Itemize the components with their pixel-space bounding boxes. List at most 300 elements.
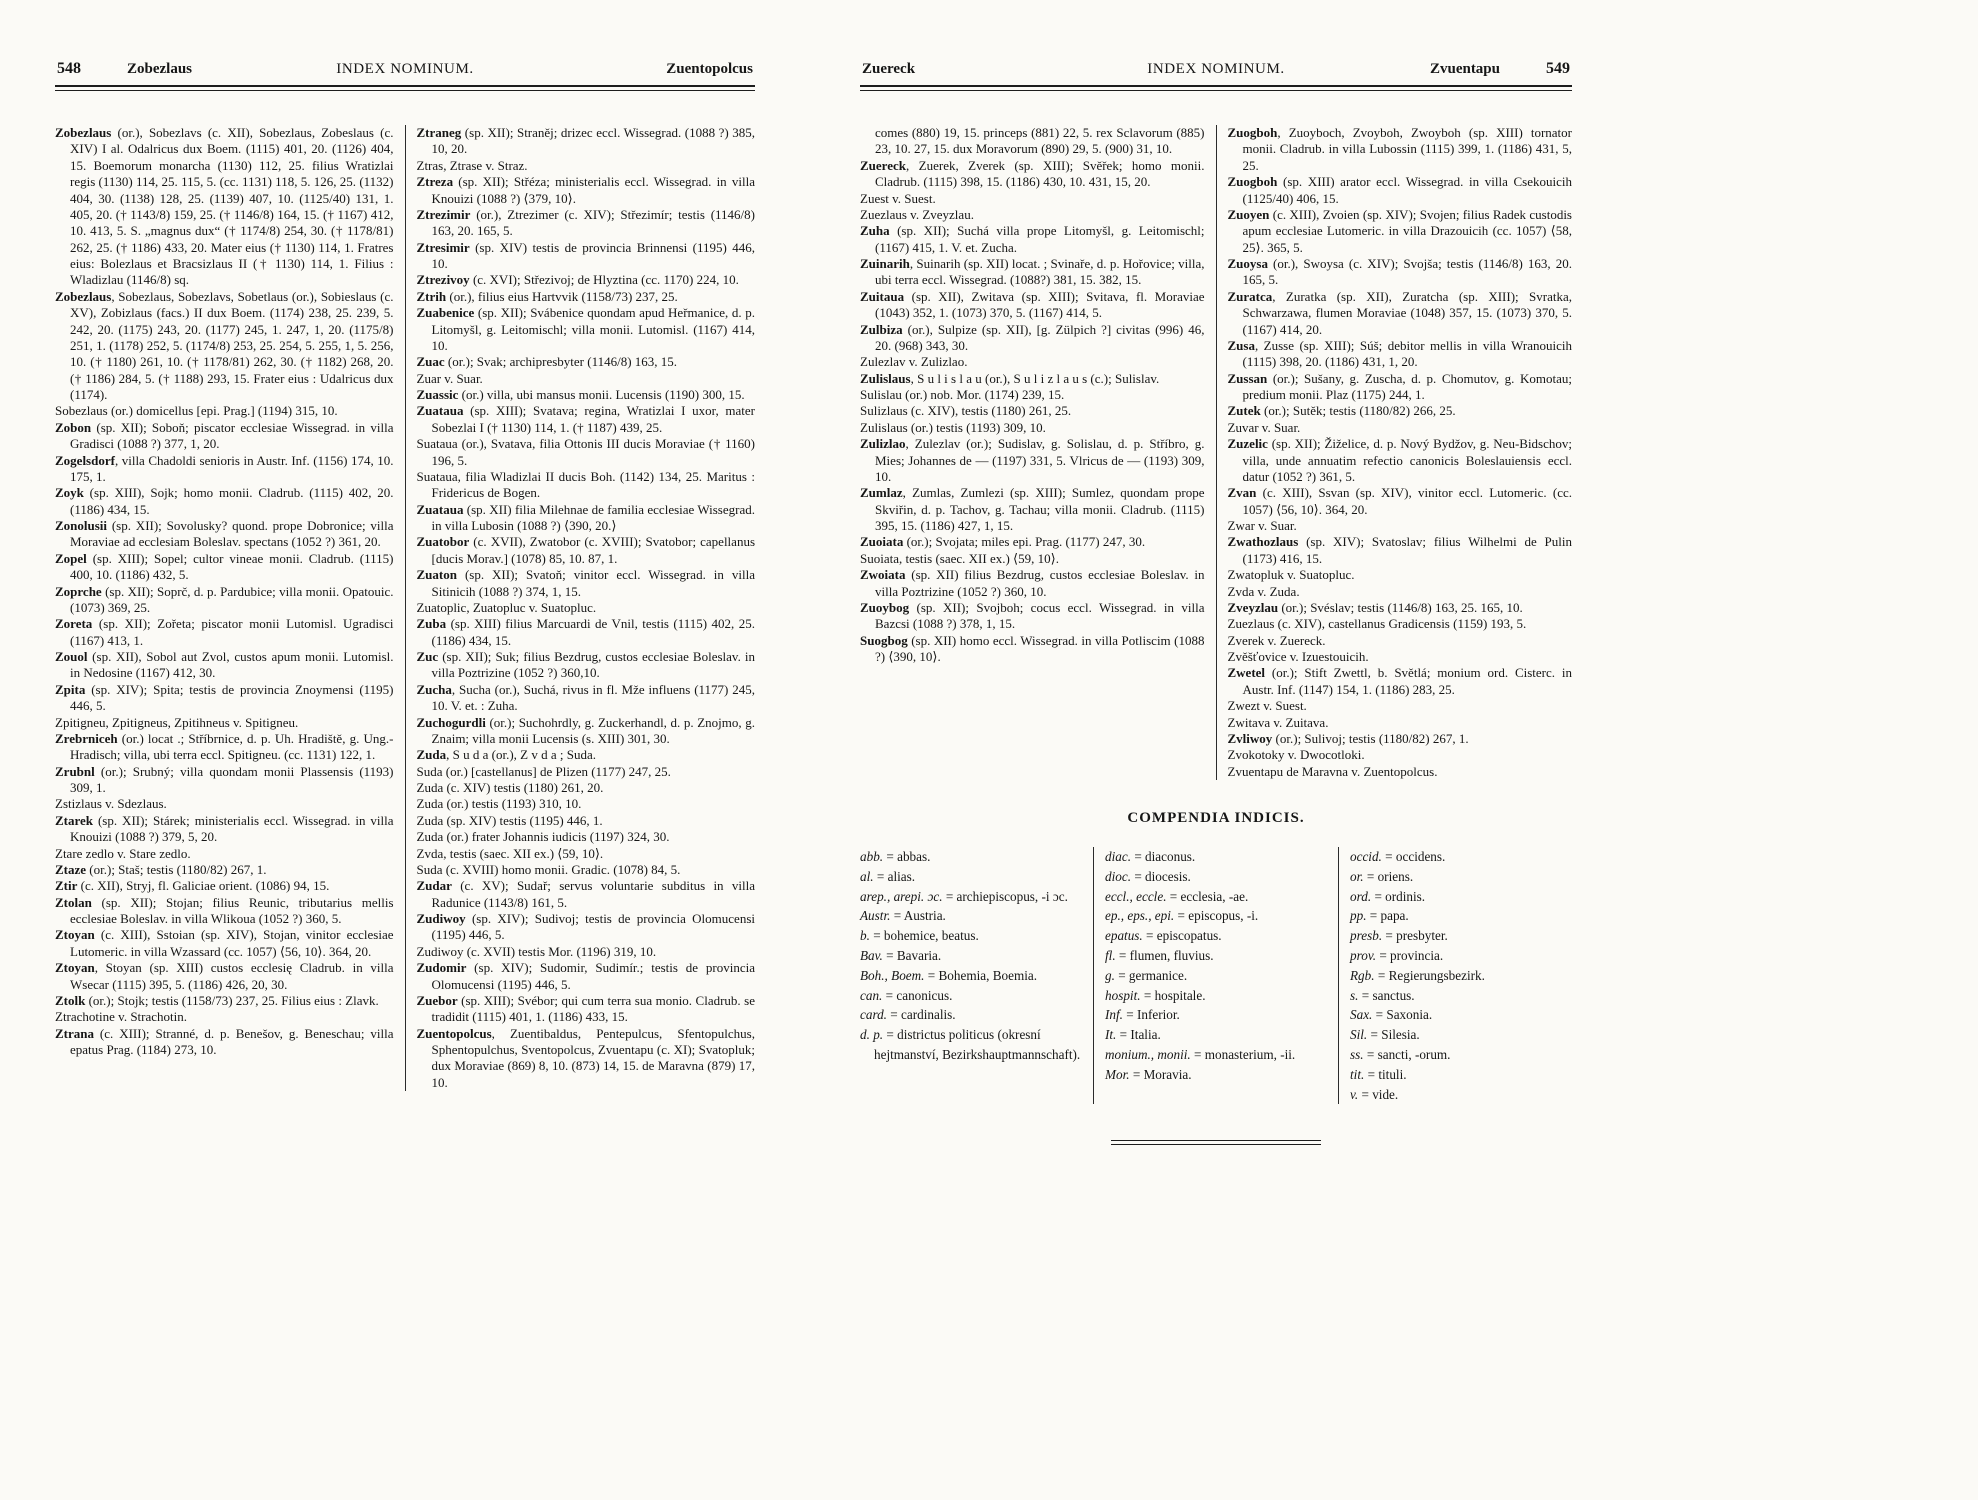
- entry-text: (sp. XIII) filius Marcuardi de Vnil, testis (1115) 402, 25. (1186) 434, 15.: [431, 616, 755, 648]
- entry-headword: Zvliwoy: [1227, 730, 1273, 746]
- entry-text: (c. XVI); Střezivoj; de Hlyztina (cc. 1170) 224, 10.: [469, 272, 739, 288]
- entry-headword: Zvan: [1227, 485, 1257, 501]
- index-entry: [417, 829, 756, 845]
- abbreviation-expansion: = episcopus, -i.: [1177, 908, 1259, 924]
- index-entry: [1228, 256, 1573, 289]
- abbreviation-expansion: = Inferior.: [1126, 1007, 1180, 1023]
- index-entry: [417, 764, 756, 780]
- entry-text: (or.); Sutěk; testis (1180/82) 266, 25.: [1260, 403, 1456, 419]
- entry-text: (or.), Sobezlavs (c. XII), Sobezlaus, Zobeslaus (c. XIV) I al. Odalricus dux Boem. (1115) 401, 20. (1126) 404, 15. Boemorum monarcha (1130) 112, 25. filius Wratizlai regis (1130) 114, 25. 115, 5. (cc. 1131) 118, 5. 126, 25. (1132) 404, 30. (1138) 128, 25. (1139) 407, 10. (1125/40) 131, 1. 405, 20. († 1143/8) 159, 25. († 1146/8) 164, 15. († 1167) 412, 10. 413, 5. S. „magnus dux“ († 1174/8) 254, 30. († 1178/81) 262, 25. († 1186) 433, 20. Mater eius († 1130) 114, 1. Fratres eius: Bolezlaus et Bracsizlaus II († 1130) 114, 1. Filius : Wladizlau (1146/8) sq.: [70, 125, 394, 288]
- abbreviation-expansion: = occidens.: [1385, 849, 1446, 864]
- abbreviation-term: card.: [860, 1007, 887, 1023]
- running-title: INDEX NOMINUM.: [1147, 61, 1285, 77]
- entry-text: (c. XIII), Ssvan (sp. XIV), vinitor eccl. Lutomeric. (cc. 1057) ⟨56, 10⟩. 364, 20.: [1242, 485, 1572, 517]
- entry-headword: Zulislaus: [860, 370, 911, 386]
- abbreviation-item: [1350, 847, 1572, 867]
- entry-text: Ztrachotine v. Strachotin.: [55, 1009, 188, 1025]
- entry-text: (sp. XII) homo eccl. Wissegrad. in villa Potliscim (1088 ?) ⟨390, 10⟩.: [875, 632, 1205, 664]
- index-entry: [1228, 616, 1573, 632]
- abbreviation-expansion: = vide.: [1361, 1086, 1399, 1102]
- header-right-zone: [1334, 60, 1570, 78]
- entry-text: (sp. XIII), Sojk; homo monii. Cladrub. (1115) 402, 20. (1186) 434, 15.: [70, 485, 394, 517]
- entry-text: , Zulezlav (or.); Sudislav, g. Solislau, d. p. Stříbro, g. Mies; Johannes de — (1197) 331, 5. Vlricus de — (1193) 309, 10.: [875, 436, 1205, 484]
- index-entry: [860, 387, 1205, 403]
- index-entry: [417, 158, 756, 174]
- entry-text: (or.); Svojata; miles epi. Prag. (1177) 247, 30.: [903, 534, 1146, 550]
- abbreviation-expansion: = archiepiscopus, -i ɔc.: [945, 888, 1068, 904]
- index-entry: [55, 764, 394, 797]
- abbreviation-item: [1350, 926, 1572, 946]
- page-549: [860, 60, 1572, 1145]
- index-entry: [55, 453, 394, 486]
- index-entry: [860, 600, 1205, 633]
- abbreviation-term: ep., eps., epi.: [1105, 908, 1175, 924]
- entry-headword: Ztrih: [416, 288, 447, 304]
- abbreviation-item: [1105, 847, 1327, 867]
- abbreviation-term: It.: [1105, 1027, 1117, 1043]
- abbreviation-item: [1350, 1085, 1572, 1105]
- entry-headword: Zouol: [55, 649, 88, 664]
- entry-text: , Sucha (or.), Suchá, rivus in fl. Mže influens (1177) 245, 10. V. et. : Zuha.: [431, 681, 755, 714]
- entry-headword: Zoreta: [55, 616, 93, 632]
- abbreviation-expansion: = diocesis.: [1134, 868, 1191, 884]
- entry-headword: Zuassic: [416, 387, 459, 402]
- entry-text: (sp. XII); Suchá villa prope Litomyšl, g. Leitomischl; (1167) 415, 1. V. et. Zucha.: [875, 223, 1205, 255]
- entry-headword: Ztarek: [55, 812, 94, 828]
- entry-headword: Zobezlaus: [55, 125, 112, 140]
- column-divider: [1338, 847, 1339, 1104]
- abbreviation-expansion: = abbas.: [886, 849, 931, 864]
- entry-text: Zpitigneu, Zpitigneus, Zpitihneus v. Spitigneu.: [55, 714, 299, 730]
- index-entry: [55, 403, 394, 419]
- page-header-right: [860, 60, 1572, 85]
- entry-text: (sp. XIV); Sudomir, Sudimír.; testis de provincia Olomucensi (1195) 446, 5.: [431, 960, 755, 992]
- abbreviation-expansion: = districtus politicus (okresní hejtmanství, Bezirkshauptmannschaft).: [874, 1027, 1081, 1062]
- index-entry: [860, 289, 1205, 322]
- entry-headword: Zuchogurdli: [416, 714, 486, 730]
- abbreviation-expansion: = Regierungsbezirk.: [1377, 967, 1485, 983]
- abbreviation-item: [860, 887, 1082, 907]
- header-rule: [860, 85, 1572, 91]
- entry-text: Zuda (or.) frater Johannis iudicis (1197) 324, 30.: [416, 829, 670, 845]
- index-entry: [1228, 633, 1573, 649]
- entry-text: (c. XII), Stryj, fl. Galiciae orient. (1086) 94, 15.: [77, 878, 330, 894]
- index-entry: [417, 616, 756, 649]
- entry-text: , Stoyan (sp. XIII) custos ecclesię Cladrub. in villa Wsecar (1115) 395, 5. (1186) 426, 20, 30.: [70, 960, 394, 992]
- page-header-left: [55, 60, 755, 85]
- entry-headword: Ztolk: [55, 992, 86, 1008]
- entry-text: (sp. XII); Svatoň; vinitor eccl. Wissegrad. in villa Sitinicih (1088 ?) 374, 1, 15.: [431, 567, 755, 599]
- abbreviation-term: arep., arepi. ɔc.: [860, 888, 943, 904]
- index-entry: [1228, 125, 1573, 174]
- abbreviation-term: pp.: [1350, 908, 1367, 924]
- index-entry: [1228, 731, 1573, 747]
- column-divider: [1216, 125, 1217, 780]
- entry-text: (sp. XII); Zořeta; piscator monii Lutomisl. Ugradisci (1167) 413, 1.: [70, 616, 394, 648]
- abbreviation-item: [1350, 906, 1572, 926]
- abbreviation-term: Inf.: [1105, 1007, 1123, 1023]
- index-entry: [417, 862, 756, 878]
- abbreviation-term: occid.: [1350, 849, 1382, 864]
- page-number: 548: [57, 60, 81, 77]
- index-entry: [417, 649, 756, 682]
- entry-text: (sp. XII) filius Bezdrug, custos ecclesiae Boleslav. in villa Poztrizine (1052 ?) 360, 10.: [875, 567, 1205, 599]
- abbreviation-expansion: = bohemice, beatus.: [873, 928, 979, 944]
- abbreviation-term: or.: [1350, 868, 1364, 884]
- abbreviation-term: Mor.: [1105, 1066, 1130, 1082]
- entry-headword: Zuac: [416, 354, 445, 370]
- entry-text: Zuda (sp. XIV) testis (1195) 446, 1.: [416, 812, 603, 828]
- abbreviation-item: [1350, 1065, 1572, 1085]
- entry-text: , Zumlas, Zumlezi (sp. XIII); Sumlez, quondam prope Skviřin, d. p. Tachov, g. Tachau; villa monii. Cladrub. (1115) 395, 15. (1186) 427, 1, 15.: [875, 485, 1205, 533]
- entry-text: , S u l i s l a u (or.), S u l i z l a u s (c.); Sulislav.: [910, 370, 1160, 386]
- index-entry: [417, 272, 756, 288]
- entry-headword: Zudiwoy: [416, 911, 466, 926]
- abbreviation-expansion: = flumen, fluvius.: [1118, 947, 1214, 963]
- index-entry: [55, 895, 394, 928]
- index-entry: [417, 240, 756, 273]
- entry-text: (or.); Svak; archipresbyter (1146/8) 163, 15.: [444, 354, 678, 370]
- index-entry: [1228, 715, 1573, 731]
- entry-text: Sobezlaus (or.) domicellus [epi. Prag.] (1194) 315, 10.: [55, 403, 338, 419]
- entry-text: Zuatoplic, Zuatopluc v. Suatopluc.: [416, 599, 597, 615]
- entry-text: (sp. XII), Sobol aut Zvol, custos apum monii. Lutomisl. in Nedosine (1167) 412, 30.: [70, 649, 394, 681]
- index-entry: [55, 1009, 394, 1025]
- abbreviation-item: [1350, 1005, 1572, 1025]
- entry-text: (sp. XII); Svábenice quondam apud Heřmanice, d. p. Litomyšl, g. Leitomischl; villa monii. Lutomisl. (1167) 414, 10.: [431, 305, 755, 353]
- entry-text: Ztras, Ztrase v. Straz.: [416, 157, 528, 173]
- entry-text: (or.); Sulivoj; testis (1180/82) 267, 1.: [1272, 730, 1469, 746]
- abbreviation-term: g.: [1105, 967, 1115, 983]
- entry-text: (sp. XII), Zwitava (sp. XIII); Svitava, fl. Moraviae (1043) 352, 1. (1073) 370, 5. (1167) 414, 5.: [875, 288, 1205, 321]
- abbreviation-expansion: = Moravia.: [1132, 1066, 1192, 1082]
- entry-text: (or.); Stojk; testis (1158/73) 237, 25. Filius eius : Zlavk.: [85, 992, 379, 1008]
- abbreviation-expansion: = monasterium, -ii.: [1194, 1046, 1296, 1062]
- entry-text: (sp. XII); Stárek; ministerialis eccl. Wissegrad. in villa Knouizi (1088 ?) 379, 5, 20.: [70, 812, 394, 845]
- index-entry: [55, 715, 394, 731]
- abbreviation-term: monium., monii.: [1105, 1046, 1191, 1062]
- entry-text: (sp. XII); Svojboh; cocus eccl. Wissegrad. in villa Bazcsi (1088 ?) 378, 1, 15.: [875, 599, 1205, 632]
- abbreviation-term: b.: [860, 928, 870, 944]
- index-entry: [55, 862, 394, 878]
- index-entry: [417, 403, 756, 436]
- entry-headword: Zuoiata: [860, 534, 904, 550]
- abbreviation-item: [860, 847, 1082, 867]
- abbreviation-expansion: = provincia.: [1379, 947, 1444, 963]
- header-center-zone: [1098, 61, 1334, 78]
- entry-headword: Zuereck: [860, 157, 906, 173]
- abbreviation-term: Rgb.: [1350, 967, 1375, 983]
- index-entry: [860, 223, 1205, 256]
- abbreviation-term: d. p.: [860, 1027, 884, 1043]
- abbreviation-term: Sil.: [1350, 1027, 1368, 1043]
- abbreviation-item: [1105, 887, 1327, 907]
- index-entry: [860, 485, 1205, 534]
- entry-headword: Zwathozlaus: [1227, 534, 1299, 550]
- index-entry: [55, 518, 394, 551]
- entry-text: (or.), filius eius Hartvvik (1158/73) 237, 25.: [446, 288, 678, 304]
- header-right-zone: [521, 61, 753, 78]
- index-entry: [55, 878, 394, 894]
- abbreviation-term: al.: [860, 868, 874, 884]
- abbreviation-item: [1350, 946, 1572, 966]
- entry-text: Ztare zedlo v. Stare zedlo.: [55, 845, 191, 861]
- entry-text: (sp. XII); Soboň; piscator ecclesiae Wissegrad. in villa Gradisci (1088 ?) 377, 1, 20.: [70, 419, 394, 452]
- compendia-title: COMPENDIA INDICIS.: [1127, 810, 1305, 826]
- header-rule: [55, 85, 755, 91]
- index-entry: [1228, 567, 1573, 583]
- entry-text: comes (880) 19, 15. princeps (881) 22, 5. rex Sclavorum (885) 23, 10. 27, 15. dux Moravorum (890) 29, 5. (900) 31, 10.: [875, 125, 1205, 157]
- entry-text: (sp. XIV); Spita; testis de provincia Znoymensi (1195) 446, 5.: [70, 681, 394, 714]
- index-entry: [417, 944, 756, 960]
- abbreviation-term: Sax.: [1350, 1007, 1373, 1023]
- entry-text: (or.); Sušany, g. Zuscha, d. p. Chomutov, g. Komotau; predium monii. Plaz (1175) 244, 1.: [1242, 370, 1572, 402]
- index-entry: [417, 469, 756, 502]
- entry-text: (sp. XII); Střéza; ministerialis eccl. Wissegrad. in villa Knouizi (1088 ?) ⟨379, 10⟩.: [431, 174, 755, 206]
- entry-headword: Zopel: [55, 550, 87, 566]
- abbreviation-item: [1105, 966, 1327, 986]
- entry-text: (c. XIII), Sstoian (sp. XIV), Stojan, vinitor ecclesiae Lutomeric. in villa Wzassard (cc. 1057) ⟨56, 10⟩. 364, 20.: [70, 927, 394, 959]
- compendia-column: [1105, 847, 1327, 1104]
- abbreviation-term: can.: [860, 987, 883, 1003]
- entry-headword: Zuatobor: [416, 534, 470, 550]
- entry-headword: Zuentopolcus: [416, 1025, 492, 1041]
- entry-headword: Ztrana: [55, 1025, 94, 1041]
- entry-text: (sp. XII); Suk; filius Bezdrug, custos ecclesiae Boleslav. in villa Poztrizine (1052 ?) 360,10.: [431, 649, 755, 681]
- entry-headword: Suogbog: [860, 632, 908, 648]
- entry-text: , Zusse (sp. XIII); Súš; debitor mellis in villa Wranouicih (1115) 398, 20. (1186) 431, 1, 20.: [1242, 337, 1572, 370]
- entry-headword: Zobon: [55, 419, 92, 435]
- index-entry: [1228, 485, 1573, 518]
- entry-headword: Zpita: [55, 681, 86, 697]
- text-columns: [860, 125, 1572, 780]
- abbreviation-expansion: = Austria.: [893, 908, 946, 924]
- index-entry: [1228, 649, 1573, 665]
- index-entry: [55, 551, 394, 584]
- index-column: [417, 125, 756, 1091]
- compendia-column: [860, 847, 1082, 1104]
- index-entry: [1228, 289, 1573, 338]
- index-entry: [417, 813, 756, 829]
- index-entry: [417, 371, 756, 387]
- abbreviation-expansion: = diaconus.: [1134, 849, 1196, 864]
- index-entry: [1228, 534, 1573, 567]
- entry-text: , villa Chadoldi senioris in Austr. Inf. (1156) 174, 10. 175, 1.: [70, 452, 394, 484]
- index-entry: [55, 584, 394, 617]
- entry-text: (or.); Suchohrdly, g. Zuckerhandl, d. p. Znojmo, g. Znaim; villa monii Lucensis (s. XIII) 301, 30.: [431, 714, 755, 746]
- entry-headword: Zoprche: [55, 583, 102, 599]
- entry-text: Suda (c. XVIII) homo monii. Gradic. (1078) 84, 5.: [416, 861, 681, 877]
- entry-headword: Zobezlaus: [55, 288, 112, 304]
- entry-text: Suataua (or.), Svatava, filia Ottonis III ducis Moraviae († 1160) 196, 5.: [416, 436, 755, 468]
- index-entry: [1228, 403, 1573, 419]
- index-entry: [1228, 600, 1573, 616]
- header-center-zone: [289, 61, 521, 78]
- entry-text: Suataua, filia Wladizlai II ducis Boh. (1142) 134, 25. Maritus : Fridericus de Bogen.: [416, 468, 755, 501]
- entry-text: (or.); Stift Zwettl, b. Světlá; monium ord. Cisterc. in Austr. Inf. (1147) 154, 1. (1186) 283, 25.: [1242, 665, 1572, 697]
- entry-text: Zwatopluk v. Suatopluc.: [1227, 567, 1355, 583]
- entry-text: (or.), Ztrezimer (c. XIV); Střezimír; testis (1146/8) 163, 20. 165, 5.: [431, 206, 755, 239]
- abbreviation-term: eccl., eccle.: [1105, 888, 1167, 904]
- entry-text: Zwar v. Suar.: [1227, 518, 1297, 533]
- entry-headword: Zuabenice: [416, 305, 475, 321]
- index-entry: [55, 420, 394, 453]
- entry-headword: Ztrezivoy: [416, 272, 470, 288]
- abbreviation-term: hospit.: [1105, 987, 1141, 1003]
- index-entry: [55, 289, 394, 404]
- abbreviation-expansion: = sancti, -orum.: [1366, 1046, 1451, 1062]
- index-entry: [55, 125, 394, 289]
- index-entry: [1228, 174, 1573, 207]
- entry-text: , Zuentibaldus, Pentepulcus, Sfentopulchus, Sphentopulchus, Sventopolcus, Zvuentapu (c. XI); Svatopluk; dux Moraviae (869) 8, 10. (873) 14, 15. de Maravna (879) 17, 10.: [431, 1025, 755, 1090]
- entry-text: (or.) locat .; Stříbrnice, d. p. Uh. Hradiště, g. Ung.-Hradisch; villa, ubi terra eccl. Spitigneu. (cc. 1131) 122, 1.: [70, 730, 394, 763]
- entry-text: (c. XIII); Stranné, d. p. Benešov, g. Beneschau; villa epatus Prag. (1184) 273, 10.: [70, 1025, 394, 1057]
- abbreviation-item: [1105, 1005, 1327, 1025]
- abbreviation-expansion: = Silesia.: [1370, 1027, 1420, 1043]
- entry-headword: Zuha: [860, 223, 890, 239]
- entry-text: , Sobezlaus, Sobezlavs, Sobetlaus (or.), Sobieslaus (c. XV), Zobizlaus (facs.) II dux Boem. (1174) 238, 25. 239, 5. 242, 20. (1175) 243, 20. (1177) 245, 1. 247, 1, 20. (1175/8) 251, 1. (1178) 252, 5. (1174/8) 253, 25. 254, 5. 255, 1, 5. 256, 10. († 1180) 261, 10. († 1178/81) 262, 30. († 1182) 268, 20. († 1186) 284, 5. († 1188) 293, 15. Frater eius : Udalricus dux (1174).: [70, 288, 394, 402]
- text-columns: [55, 125, 755, 1091]
- index-entry: [417, 1026, 756, 1092]
- abbreviation-expansion: = ordinis.: [1374, 888, 1426, 904]
- entry-text: (sp. XIII) arator eccl. Wissegrad. in villa Csekouicih (1125/40) 406, 15.: [1242, 174, 1572, 206]
- index-entry: [860, 567, 1205, 600]
- index-entry: [55, 993, 394, 1009]
- abbreviation-item: [1105, 926, 1327, 946]
- entry-text: Zvokotoky v. Dwocotloki.: [1227, 747, 1365, 763]
- index-entry: [55, 616, 394, 649]
- index-entry: [55, 1026, 394, 1059]
- entry-text: , S u d a (or.), Z v d a ; Suda.: [446, 747, 596, 763]
- header-keyword-right: Zuentopolcus: [666, 61, 753, 77]
- abbreviation-expansion: = ecclesia, -ae.: [1169, 888, 1249, 904]
- entry-text: Sulislau (or.) nob. Mor. (1174) 239, 15.: [860, 387, 1065, 402]
- abbreviation-item: [860, 986, 1082, 1006]
- index-entry: [417, 600, 756, 616]
- index-entry: [417, 911, 756, 944]
- abbreviation-expansion: = Bavaria.: [886, 947, 942, 963]
- entry-headword: Zulizlao: [860, 436, 906, 452]
- index-entry: [417, 567, 756, 600]
- entry-headword: Ztoyan: [55, 960, 95, 976]
- entry-headword: Zuinarih: [860, 256, 910, 271]
- index-entry: [1228, 420, 1573, 436]
- entry-text: Zuezlaus v. Zveyzlau.: [860, 206, 974, 222]
- index-entry: [417, 305, 756, 354]
- abbreviation-term: v.: [1350, 1086, 1359, 1102]
- abbreviation-expansion: = cardinalis.: [890, 1007, 956, 1023]
- entry-headword: Ztir: [55, 878, 78, 894]
- abbreviation-expansion: = Bohemia, Boemia.: [927, 967, 1038, 983]
- abbreviation-expansion: = presbyter.: [1385, 928, 1448, 944]
- end-rule: [1111, 1140, 1321, 1145]
- header-keyword-left: Zuereck: [862, 61, 916, 77]
- index-entry: [417, 436, 756, 469]
- abbreviation-item: [860, 966, 1082, 986]
- index-entry: [417, 289, 756, 305]
- index-column: [1228, 125, 1573, 780]
- index-entry: [55, 731, 394, 764]
- header-left-zone: [862, 61, 1098, 78]
- abbreviation-item: [1350, 1045, 1572, 1065]
- entry-headword: Zveyzlau: [1227, 599, 1279, 615]
- entry-text: (c. XVII), Zwatobor (c. XVIII); Svatobor; capellanus [ducis Morav.] (1078) 85, 10. 87, 1.: [431, 534, 755, 566]
- index-entry: [417, 387, 756, 403]
- abbreviation-item: [1350, 867, 1572, 887]
- entry-text: , Suinarih (sp. XII) locat. ; Svinaře, d. p. Hořovice; villa, ubi terra eccl. Wissegrad. (1088?) 381, 15. 382, 15.: [875, 256, 1205, 288]
- abbreviation-item: [1105, 1025, 1327, 1045]
- entry-headword: Zuoyen: [1227, 206, 1270, 222]
- entry-headword: Zuataua: [416, 403, 464, 419]
- index-entry: [417, 354, 756, 370]
- entry-text: (c. XIII), Zvoien (sp. XIV); Svojen; filius Radek custodis apum ecclesiae Lutomeric. in villa Drazouicih (cc. 1057) ⟨58, 25⟩. 365, 5.: [1242, 206, 1572, 255]
- entry-headword: Ztreza: [416, 174, 454, 190]
- entry-headword: Zucha: [416, 681, 452, 697]
- entry-headword: Zuaton: [416, 567, 457, 583]
- abbreviation-expansion: = papa.: [1369, 908, 1409, 924]
- entry-text: Zuda (or.) testis (1193) 310, 10.: [416, 796, 582, 812]
- abbreviation-item: [860, 926, 1082, 946]
- abbreviation-item: [1105, 946, 1327, 966]
- header-keyword-left: Zobezlaus: [127, 61, 193, 77]
- abbreviation-term: dioc.: [1105, 868, 1132, 884]
- entry-headword: Ztresimir: [416, 239, 470, 255]
- abbreviation-term: Austr.: [860, 908, 891, 924]
- index-entry: [860, 371, 1205, 387]
- entry-text: (sp. XIII); Sopel; cultor vineae monii. Cladrub. (1115) 400, 10. (1186) 432, 5.: [70, 550, 394, 583]
- abbreviation-expansion: = hospitale.: [1143, 987, 1206, 1003]
- index-entry: [417, 534, 756, 567]
- column-divider: [405, 125, 406, 1091]
- abbreviation-expansion: = Saxonia.: [1375, 1007, 1433, 1023]
- index-entry: [417, 682, 756, 715]
- entry-headword: Ztoyan: [55, 927, 95, 943]
- index-entry: [860, 322, 1205, 355]
- index-entry: [417, 715, 756, 748]
- index-entry: [860, 125, 1205, 158]
- abbreviation-expansion: = sanctus.: [1361, 987, 1415, 1003]
- abbreviation-item: [1105, 986, 1327, 1006]
- index-entry: [860, 403, 1205, 419]
- abbreviation-item: [1105, 1045, 1327, 1065]
- entry-text: (or.), Sulpize (sp. XII), [g. Zülpich ?] civitas (996) 46, 20. (968) 343, 30.: [875, 321, 1205, 353]
- entry-text: (or.) villa, ubi mansus monii. Lucensis (1190) 300, 15.: [458, 387, 745, 402]
- entry-headword: Ztrezimir: [416, 206, 471, 222]
- index-entry: [55, 813, 394, 846]
- entry-headword: Zuoysa: [1227, 256, 1268, 271]
- entry-text: (sp. XII); Stojan; filius Reunic, tributarius mellis ecclesiae Boleslav. in villa Wlikoua (1052 ?) 360, 5.: [70, 894, 394, 926]
- entry-text: Zwitava v. Zuitava.: [1227, 714, 1329, 730]
- abbreviation-expansion: = episcopatus.: [1146, 928, 1222, 944]
- entry-headword: Zuitaua: [860, 288, 905, 304]
- entry-text: (sp. XII); Soprč, d. p. Pardubice; villa monii. Opatouic. (1073) 369, 25.: [70, 583, 394, 615]
- index-entry: [55, 485, 394, 518]
- entry-headword: Zrebrniceh: [55, 730, 118, 746]
- index-entry: [417, 747, 756, 763]
- entry-headword: Zonolusii: [55, 518, 108, 533]
- entry-text: (sp. XIII); Svatava; regina, Wratizlai I uxor, mater Sobezlai I († 1130) 114, 1. († 1187) 439, 25.: [431, 403, 755, 435]
- index-entry: [417, 796, 756, 812]
- entry-headword: Zuzelic: [1227, 436, 1268, 452]
- entry-headword: Zwetel: [1227, 665, 1266, 681]
- entry-headword: Zusa: [1227, 337, 1255, 353]
- index-entry: [417, 207, 756, 240]
- compendia-column: [1350, 847, 1572, 1104]
- index-entry: [1228, 698, 1573, 714]
- abbreviation-expansion: = germanice.: [1118, 967, 1188, 983]
- index-entry: [55, 960, 394, 993]
- index-entry: [417, 174, 756, 207]
